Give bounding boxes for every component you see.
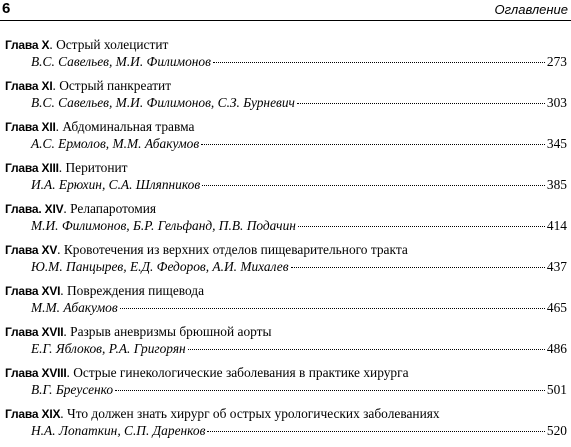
chapter-label-separator: . xyxy=(58,160,63,175)
chapter-title: Острый холецистит xyxy=(56,37,169,52)
chapter-page-number: 486 xyxy=(546,341,567,356)
chapter-line xyxy=(5,78,171,94)
chapter-label: Глава XII xyxy=(5,120,56,134)
chapter-label: Глава XI xyxy=(5,79,53,93)
toc-entry xyxy=(0,324,571,365)
table-of-contents xyxy=(0,37,571,447)
chapter-title: Острый панкреатит xyxy=(59,78,172,93)
chapter-page-number: 520 xyxy=(546,423,567,438)
chapter-title: Абдоминальная травма xyxy=(62,119,195,134)
chapter-authors: Н.А. Лопаткин, С.П. Даренков xyxy=(31,423,206,438)
dot-leader xyxy=(297,103,545,104)
chapter-page-number: 345 xyxy=(546,136,567,151)
chapter-label-separator: . xyxy=(66,365,70,380)
chapter-authors: В.С. Савельев, М.И. Филимонов, С.З. Бурневич xyxy=(31,95,295,110)
chapter-authors: И.А. Ерюхин, С.А. Шляпников xyxy=(31,177,201,192)
dot-leader xyxy=(120,308,545,309)
chapter-label-separator: . xyxy=(60,283,64,298)
dot-leader xyxy=(207,431,544,432)
chapter-label: Глава. XIV xyxy=(5,202,64,216)
chapter-title: Острые гинекологические заболевания в практике хирурга xyxy=(73,365,409,380)
authors-line xyxy=(31,136,567,152)
chapter-label: Глава X xyxy=(5,38,50,52)
chapter-line xyxy=(5,324,272,340)
chapter-label-separator: . xyxy=(63,324,67,339)
chapter-title: Что должен знать хирург об острых урологических заболеваниях xyxy=(67,406,440,421)
chapter-title: Перитонит xyxy=(65,160,128,175)
chapter-line xyxy=(5,406,440,422)
toc-entry xyxy=(0,37,571,78)
authors-line xyxy=(31,95,567,111)
authors-line xyxy=(31,259,567,275)
chapter-label-separator: . xyxy=(55,119,59,134)
chapter-line xyxy=(5,283,204,299)
chapter-page-number: 303 xyxy=(546,95,567,110)
chapter-label-separator: . xyxy=(60,406,64,421)
chapter-label: Глава XIX xyxy=(5,407,61,421)
dot-leader xyxy=(201,144,545,145)
chapter-authors: Ю.М. Панцырев, Е.Д. Федоров, А.И. Михалев xyxy=(31,259,289,274)
running-title: Оглавление xyxy=(494,2,568,17)
chapter-authors: В.С. Савельев, М.И. Филимонов xyxy=(31,54,211,69)
chapter-label: Глава XVI xyxy=(5,284,61,298)
chapter-page-number: 465 xyxy=(546,300,567,315)
authors-line xyxy=(31,341,567,357)
chapter-page-number: 437 xyxy=(546,259,567,274)
authors-line xyxy=(31,300,567,316)
page-header xyxy=(0,0,571,21)
chapter-label-separator: . xyxy=(49,37,53,52)
toc-entry xyxy=(0,365,571,406)
chapter-line xyxy=(5,160,128,176)
dot-leader xyxy=(213,62,545,63)
chapter-page-number: 414 xyxy=(546,218,567,233)
dot-leader xyxy=(202,185,545,186)
toc-entry xyxy=(0,242,571,283)
authors-line xyxy=(31,382,567,398)
chapter-title: Релапаротомия xyxy=(70,201,157,216)
chapter-page-number: 385 xyxy=(546,177,567,192)
chapter-title: Повреждения пищевода xyxy=(67,283,205,298)
chapter-label-separator: . xyxy=(57,242,61,257)
chapter-authors: М.И. Филимонов, Б.Р. Гельфанд, П.В. Подачин xyxy=(31,218,296,233)
page-number: 6 xyxy=(2,0,11,17)
chapter-line xyxy=(5,37,168,53)
toc-entry xyxy=(0,201,571,242)
toc-entry xyxy=(0,283,571,324)
chapter-label: Глава XVIII xyxy=(5,366,67,380)
chapter-title: Кровотечения из верхних отделов пищеварительного тракта xyxy=(63,242,408,257)
chapter-line xyxy=(5,365,409,381)
dot-leader xyxy=(115,390,545,391)
dot-leader xyxy=(291,267,545,268)
toc-entry xyxy=(0,78,571,119)
chapter-authors: В.Г. Бреусенко xyxy=(31,382,114,397)
dot-leader xyxy=(298,226,545,227)
chapter-line xyxy=(5,201,156,217)
chapter-authors: Е.Г. Яблоков, Р.А. Григорян xyxy=(31,341,186,356)
chapter-line xyxy=(5,119,194,135)
chapter-authors: М.М. Абакумов xyxy=(31,300,118,315)
authors-line xyxy=(31,423,567,439)
chapter-label-separator: . xyxy=(63,201,67,216)
chapter-authors: А.С. Ермолов, М.М. Абакумов xyxy=(31,136,200,151)
chapter-label: Глава XVII xyxy=(5,325,64,339)
authors-line xyxy=(31,54,567,70)
chapter-label-separator: . xyxy=(52,78,56,93)
toc-entry xyxy=(0,160,571,201)
chapter-title: Разрыв аневризмы брюшной аорты xyxy=(70,324,272,339)
chapter-page-number: 501 xyxy=(546,382,567,397)
authors-line xyxy=(31,177,567,193)
toc-entry xyxy=(0,119,571,160)
chapter-line xyxy=(5,242,408,258)
chapter-label: Глава XIII xyxy=(5,161,59,175)
chapter-page-number: 273 xyxy=(546,54,567,69)
dot-leader xyxy=(188,349,545,350)
authors-line xyxy=(31,218,567,234)
chapter-label: Глава XV xyxy=(5,243,58,257)
toc-entry xyxy=(0,406,571,447)
